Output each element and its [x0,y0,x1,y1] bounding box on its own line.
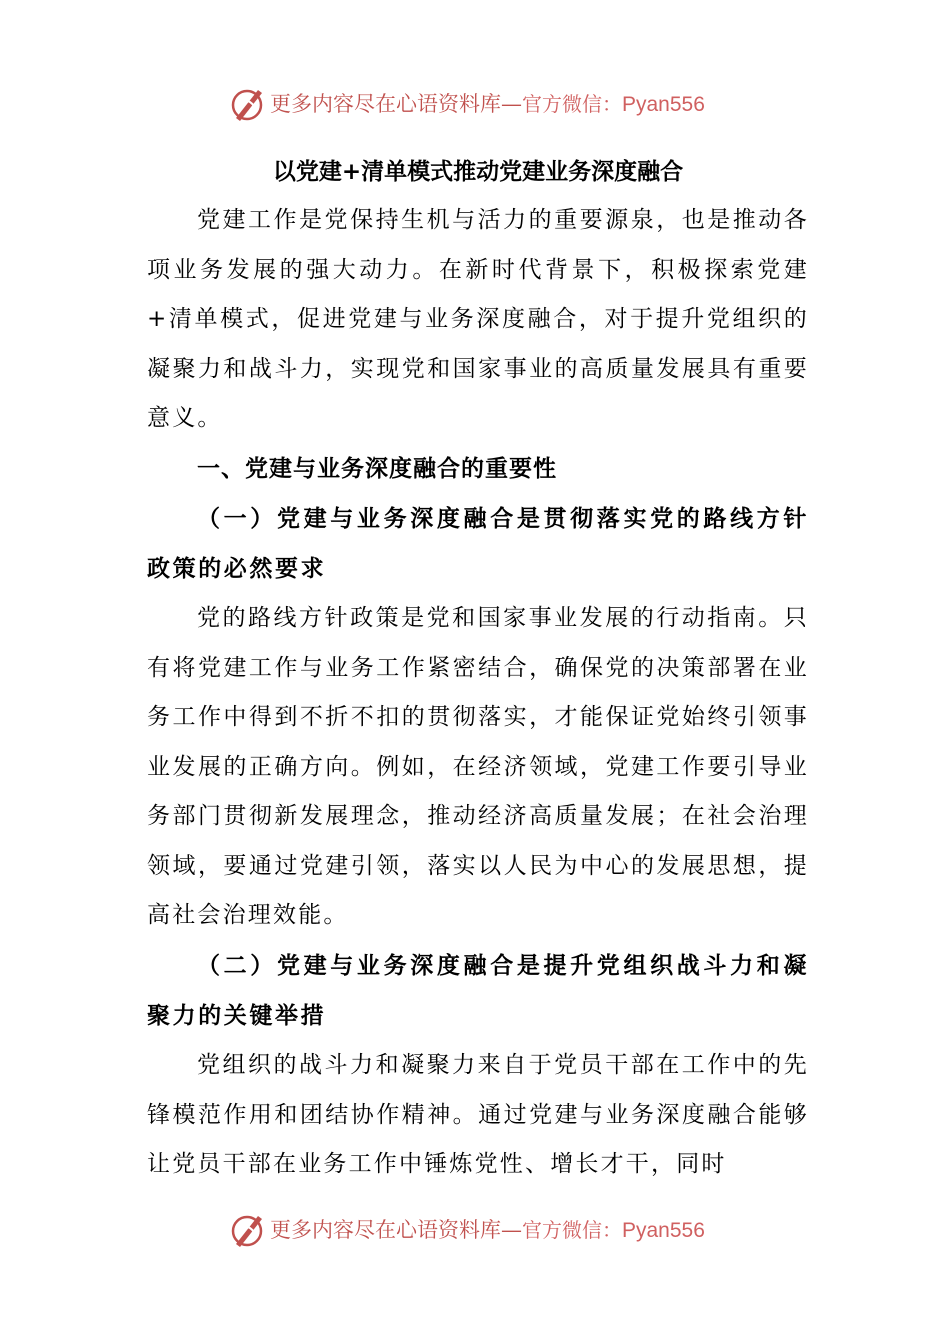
header-banner [0,82,950,126]
banner-wechat-handle: Pyan556 [622,93,705,116]
banner-main-text: 更多内容尽在心语资料库— [270,1218,522,1242]
banner-wechat-handle: Pyan556 [622,1219,705,1242]
footer-banner [0,1208,950,1252]
subsection-heading-1: （一）党建与业务深度融合是贯彻落实党的路线方针政策的必然要求 [147,506,809,582]
banner-wechat-label: 官方微信： [522,92,622,116]
subsection-1-body: 党的路线方针政策是党和国家事业发展的行动指南。只有将党建工作与业务工作紧密结合，确保党的决策部署在业务工作中得到不折不扣的贯彻落实，才能保证党始终引领事业发展的正确方向。例如，在经济领域，党建工作要引导业务部门贯彻新发展理念，推动经济高质量发展；在社会治理领域，要通过党建引领，落实以人民为中心的发展思想，提高社会治理效能。 [147,605,809,928]
subsection-2-body: 党组织的战斗力和凝聚力来自于党员干部在工作中的先锋模范作用和团结协作精神。通过党建与业务深度融合能够让党员干部在业务工作中锤炼党性、增长才干，同时 [147,1052,809,1177]
section-heading-1: 一、党建与业务深度融合的重要性 [197,456,557,482]
banner-main-text: 更多内容尽在心语资料库— [270,92,522,116]
document-title: 以党建+清单模式推动党建业务深度融合 [272,159,684,185]
banner-text [270,90,705,118]
intro-paragraph: 党建工作是党保持生机与活力的重要源泉，也是推动各项业务发展的强大动力。在新时代背景下，积极探索党建+清单模式，促进党建与业务深度融合，对于提升党组织的凝聚力和战斗力，实现党和国家事业的高质量发展具有重要意义。 [147,207,809,431]
pen-circle-logo [228,84,268,124]
pen-circle-logo [228,1210,268,1250]
banner-text [270,1216,705,1244]
subsection-heading-2: （二）党建与业务深度融合是提升党组织战斗力和凝聚力的关键举措 [147,953,809,1029]
banner-wechat-label: 官方微信： [522,1218,622,1242]
